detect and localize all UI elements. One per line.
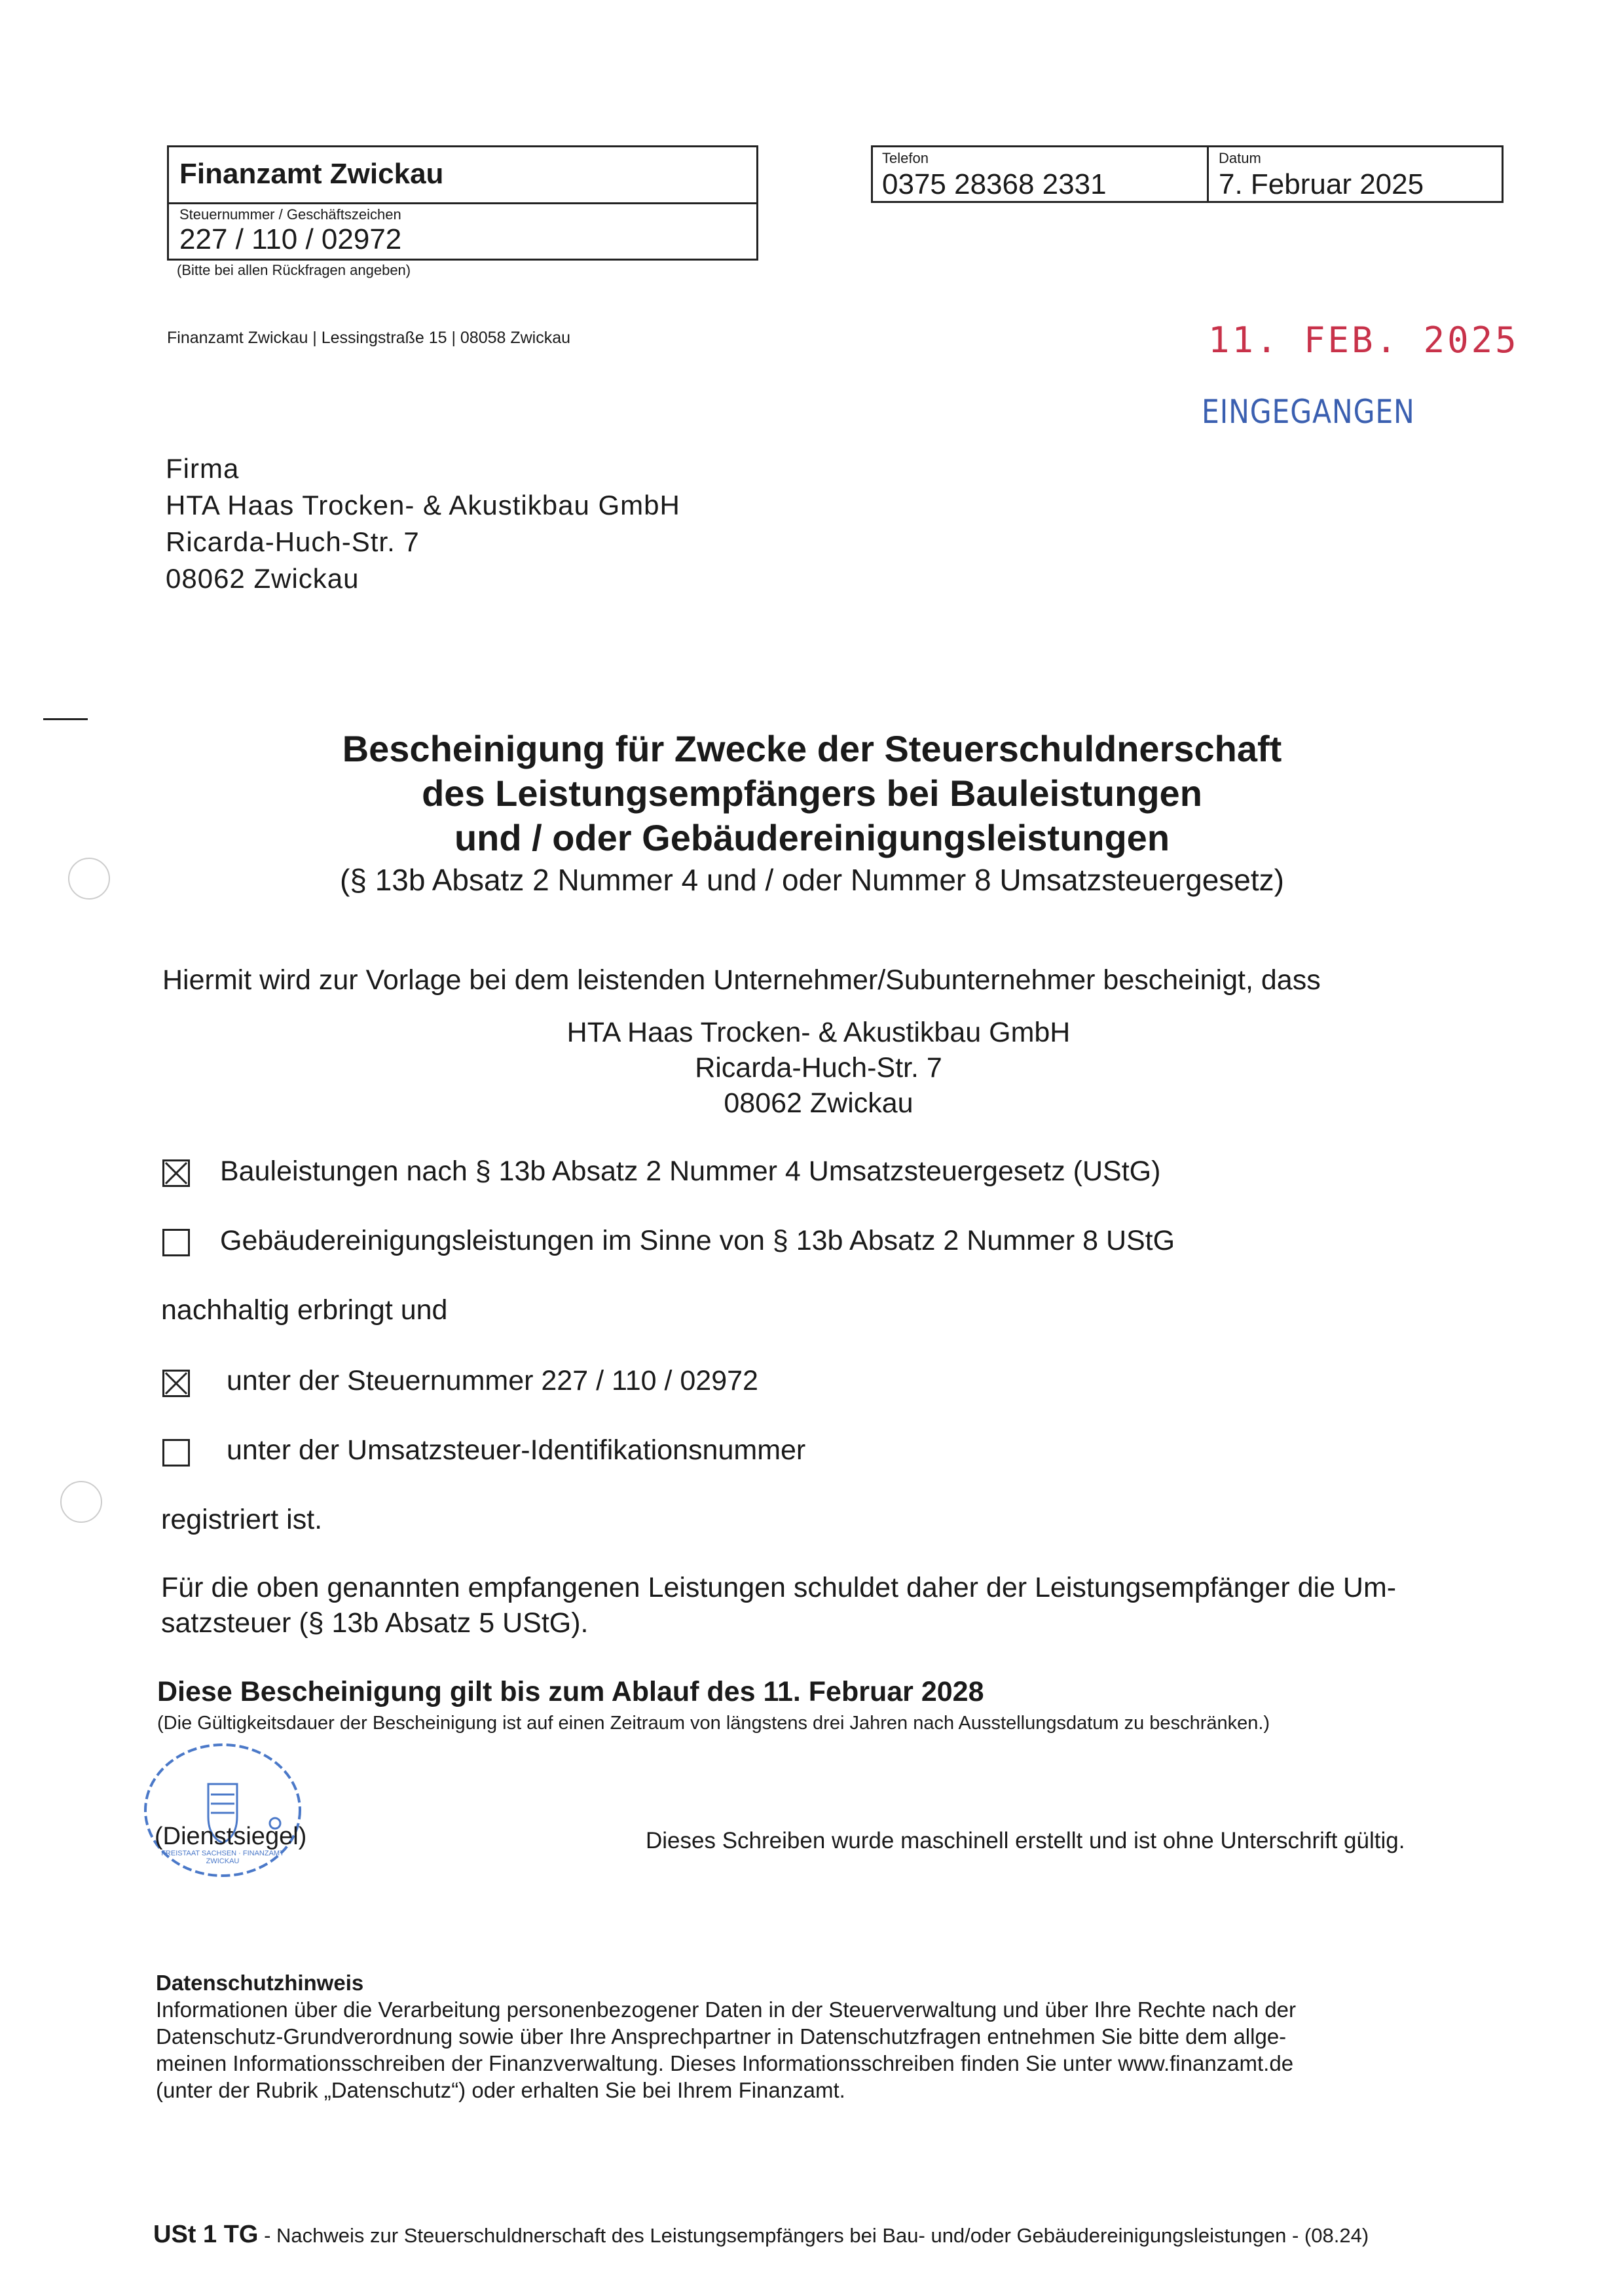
checkbox-cross-icon (164, 1372, 188, 1395)
ustid-label: unter der Umsatzsteuer-Identifikationsnummer (227, 1434, 806, 1466)
checkbox-cross-icon (164, 1161, 188, 1185)
intro-text: Hiermit wird zur Vorlage bei dem leistenden Unternehmer/Subunternehmer bescheinigt, dass (162, 964, 1321, 996)
recipient-line-1: Firma (166, 453, 240, 484)
recipient-address (166, 450, 680, 597)
punch-hole-bottom (60, 1481, 102, 1523)
fold-mark (43, 718, 88, 720)
recipient-line-4: 08062 Zwickau (166, 563, 360, 594)
sender-line: Finanzamt Zwickau | Lessingstraße 15 | 08058 Zwickau (167, 329, 571, 347)
company-street: Ricarda-Huch-Str. 7 (695, 1052, 942, 1084)
machine-note: Dieses Schreiben wurde maschinell erstellt und ist ohne Unterschrift gültig. (646, 1828, 1405, 1853)
liability-text (161, 1570, 1396, 1641)
taxnum-value: 227 / 110 / 02972 (179, 223, 402, 255)
privacy-heading: Datenschutzhinweis (156, 1971, 364, 1995)
validity-note: (Die Gültigkeitsdauer der Bescheinigung ist auf einen Zeitraum von längstens drei Jahren nach Ausstellungsdatum zu beschränken.) (157, 1713, 1270, 1734)
taxnum-label: Steuernummer / Geschäftszeichen (179, 206, 401, 223)
form-code: USt 1 TG (153, 2221, 259, 2248)
gebaeudereinigung-checkbox[interactable] (162, 1229, 190, 1256)
document-title (157, 727, 1467, 900)
registered-text: registriert ist. (161, 1504, 323, 1535)
validity-statement: Diese Bescheinigung gilt bis zum Ablauf des 11. Februar 2028 (157, 1676, 984, 1707)
form-footer (153, 2221, 1369, 2249)
title-line-1: Bescheinigung für Zwecke der Steuerschuldnerschaft (342, 728, 1282, 769)
date-label: Datum (1219, 150, 1261, 166)
liability-line-1: Für die oben genannten empfangenen Leistungen schuldet daher der Leistungsempfänger die Um- (161, 1572, 1397, 1603)
punch-hole-top (68, 858, 110, 900)
liability-line-2: satzsteuer (§ 13b Absatz 5 UStG). (161, 1607, 589, 1639)
privacy-line-3: meinen Informationsschreiben der Finanzverwaltung. Dieses Informationsschreiben finden Sie unter www.finanzamt.de (156, 2051, 1294, 2075)
received-stamp-word: EINGEGANGEN (1202, 393, 1415, 431)
bauleistungen-checkbox[interactable] (162, 1159, 190, 1187)
certified-company (491, 1015, 1146, 1121)
form-description: - Nachweis zur Steuerschuldnerschaft des Leistungsempfängers bei Bau- und/oder Gebäudereinigungsleistungen - (08.24) (258, 2224, 1369, 2247)
phone-value: 0375 28368 2331 (882, 168, 1107, 200)
seal-text: FREISTAAT SACHSEN · FINANZAMT ZWICKAU (161, 1850, 284, 1865)
company-city: 08062 Zwickau (724, 1087, 913, 1119)
sustained-text: nachhaltig erbringt und (161, 1294, 448, 1326)
taxnum-note: (Bitte bei allen Rückfragen angeben) (177, 262, 411, 278)
office-box (167, 145, 758, 261)
recipient-line-3: Ricarda-Huch-Str. 7 (166, 526, 420, 557)
steuernummer-label: unter der Steuernummer 227 / 110 / 02972 (227, 1365, 758, 1396)
date-value: 7. Februar 2025 (1219, 168, 1424, 200)
contact-box (871, 145, 1504, 203)
privacy-line-4: (unter der Rubrik „Datenschutz“) oder erhalten Sie bei Ihrem Finanzamt. (156, 2078, 845, 2102)
steuernummer-checkbox[interactable] (162, 1370, 190, 1397)
received-stamp-date: 11. FEB. 2025 (1208, 319, 1519, 361)
gebaeudereinigung-label: Gebäudereinigungsleistungen im Sinne von § 13b Absatz 2 Nummer 8 UStG (220, 1225, 1175, 1256)
ustid-checkbox[interactable] (162, 1439, 190, 1467)
bauleistungen-label: Bauleistungen nach § 13b Absatz 2 Nummer 4 Umsatzsteuergesetz (UStG) (220, 1156, 1161, 1187)
phone-label: Telefon (882, 150, 929, 166)
title-line-3: und / oder Gebäudereinigungsleistungen (454, 817, 1170, 858)
privacy-notice (156, 1969, 1296, 2104)
privacy-line-2: Datenschutz-Grundverordnung sowie über Ihre Ansprechpartner in Datenschutzfragen entnehmen Sie bitte dem allge- (156, 2024, 1287, 2049)
seal-label: (Dienstsiegel) (155, 1823, 307, 1850)
office-box-divider (169, 202, 756, 204)
contact-box-divider (1207, 147, 1209, 201)
official-seal (138, 1738, 308, 1882)
title-line-2: des Leistungsempfängers bei Bauleistungen (422, 773, 1202, 814)
company-name: HTA Haas Trocken- & Akustikbau GmbH (566, 1017, 1071, 1048)
recipient-line-2: HTA Haas Trocken- & Akustikbau GmbH (166, 490, 680, 520)
office-name: Finanzamt Zwickau (179, 158, 444, 190)
privacy-line-1: Informationen über die Verarbeitung personenbezogener Daten in der Steuerverwaltung und über Ihre Rechte nach der (156, 1997, 1296, 2022)
title-line-4: (§ 13b Absatz 2 Nummer 4 und / oder Nummer 8 Umsatzsteuergesetz) (340, 863, 1284, 897)
